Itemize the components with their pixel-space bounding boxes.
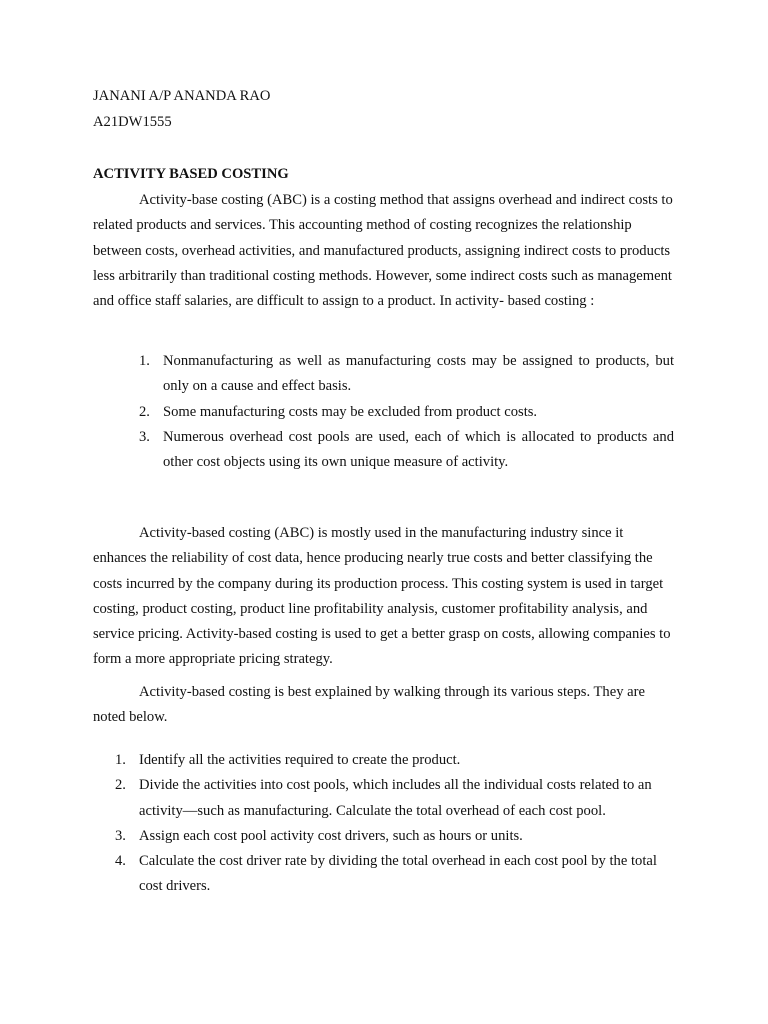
author-name: JANANI A/P ANANDA RAO xyxy=(93,88,271,104)
student-id: A21DW1555 xyxy=(93,114,172,130)
list-item-number: 1. xyxy=(139,353,150,369)
list-item-text: Assign each cost pool activity cost drivers, such as hours or units. xyxy=(139,827,523,844)
steps-intro-paragraph: Activity-based costing is best explained by walking through its various steps. They are noted below. xyxy=(93,684,645,726)
list-item-number: 2. xyxy=(115,777,126,794)
intro-paragraph: Activity-base costing (ABC) is a costing method that assigns overhead and indirect costs to related products and services. This accounting method of costing recognizes the relationship between costs, overhead activities, and manufactured products, assigning indirect costs to products less arbitrarily than traditional costing methods. However, some indirect costs such as management and office staff salaries, are difficult to assign to a product. In activity- based costing : xyxy=(93,192,673,310)
list-item-text: Some manufacturing costs may be excluded from product costs. xyxy=(163,403,538,420)
list-item-text: Divide the activities into cost pools, which includes all the individual costs related to an activity—such as manufacturing. Calculate the total overhead of each cost pool. xyxy=(139,777,652,819)
list-item xyxy=(93,400,674,425)
list-item xyxy=(93,748,674,773)
list-item-number: 3. xyxy=(139,428,150,445)
usage-paragraph: Activity-based costing (ABC) is mostly used in the manufacturing industry since it enhances the reliability of cost data, hence producing nearly true costs and better classifying the costs incurred by the company during its production process. This costing system is used in target costing, product costing, product line profitability analysis, customer profitability analysis, and service pricing. Activity-based costing is used to get a better grasp on costs, allowing companies to form a more appropriate pricing strategy. xyxy=(93,525,671,668)
steps-list xyxy=(93,748,674,900)
list-item xyxy=(93,349,674,400)
list-item xyxy=(93,824,674,849)
list-item xyxy=(93,425,674,476)
list-item-text: Identify all the activities required to create the product. xyxy=(139,752,461,768)
list-item-number: 1. xyxy=(115,752,126,768)
list-item xyxy=(93,773,674,824)
list-item-number: 4. xyxy=(115,853,126,870)
list-item-number: 3. xyxy=(115,827,126,844)
list-item-text: Nonmanufacturing as well as manufacturing costs may be assigned to products, but only on a cause and effect basis. xyxy=(163,353,674,395)
features-list xyxy=(93,349,674,475)
list-item-number: 2. xyxy=(139,403,150,420)
list-item-text: Calculate the cost driver rate by dividing the total overhead in each cost pool by the total cost drivers. xyxy=(139,853,657,895)
list-item xyxy=(93,849,674,900)
list-item-text: Numerous overhead cost pools are used, each of which is allocated to products and other cost objects using its own unique measure of activity. xyxy=(163,428,674,471)
section-title: ACTIVITY BASED COSTING xyxy=(93,166,289,182)
